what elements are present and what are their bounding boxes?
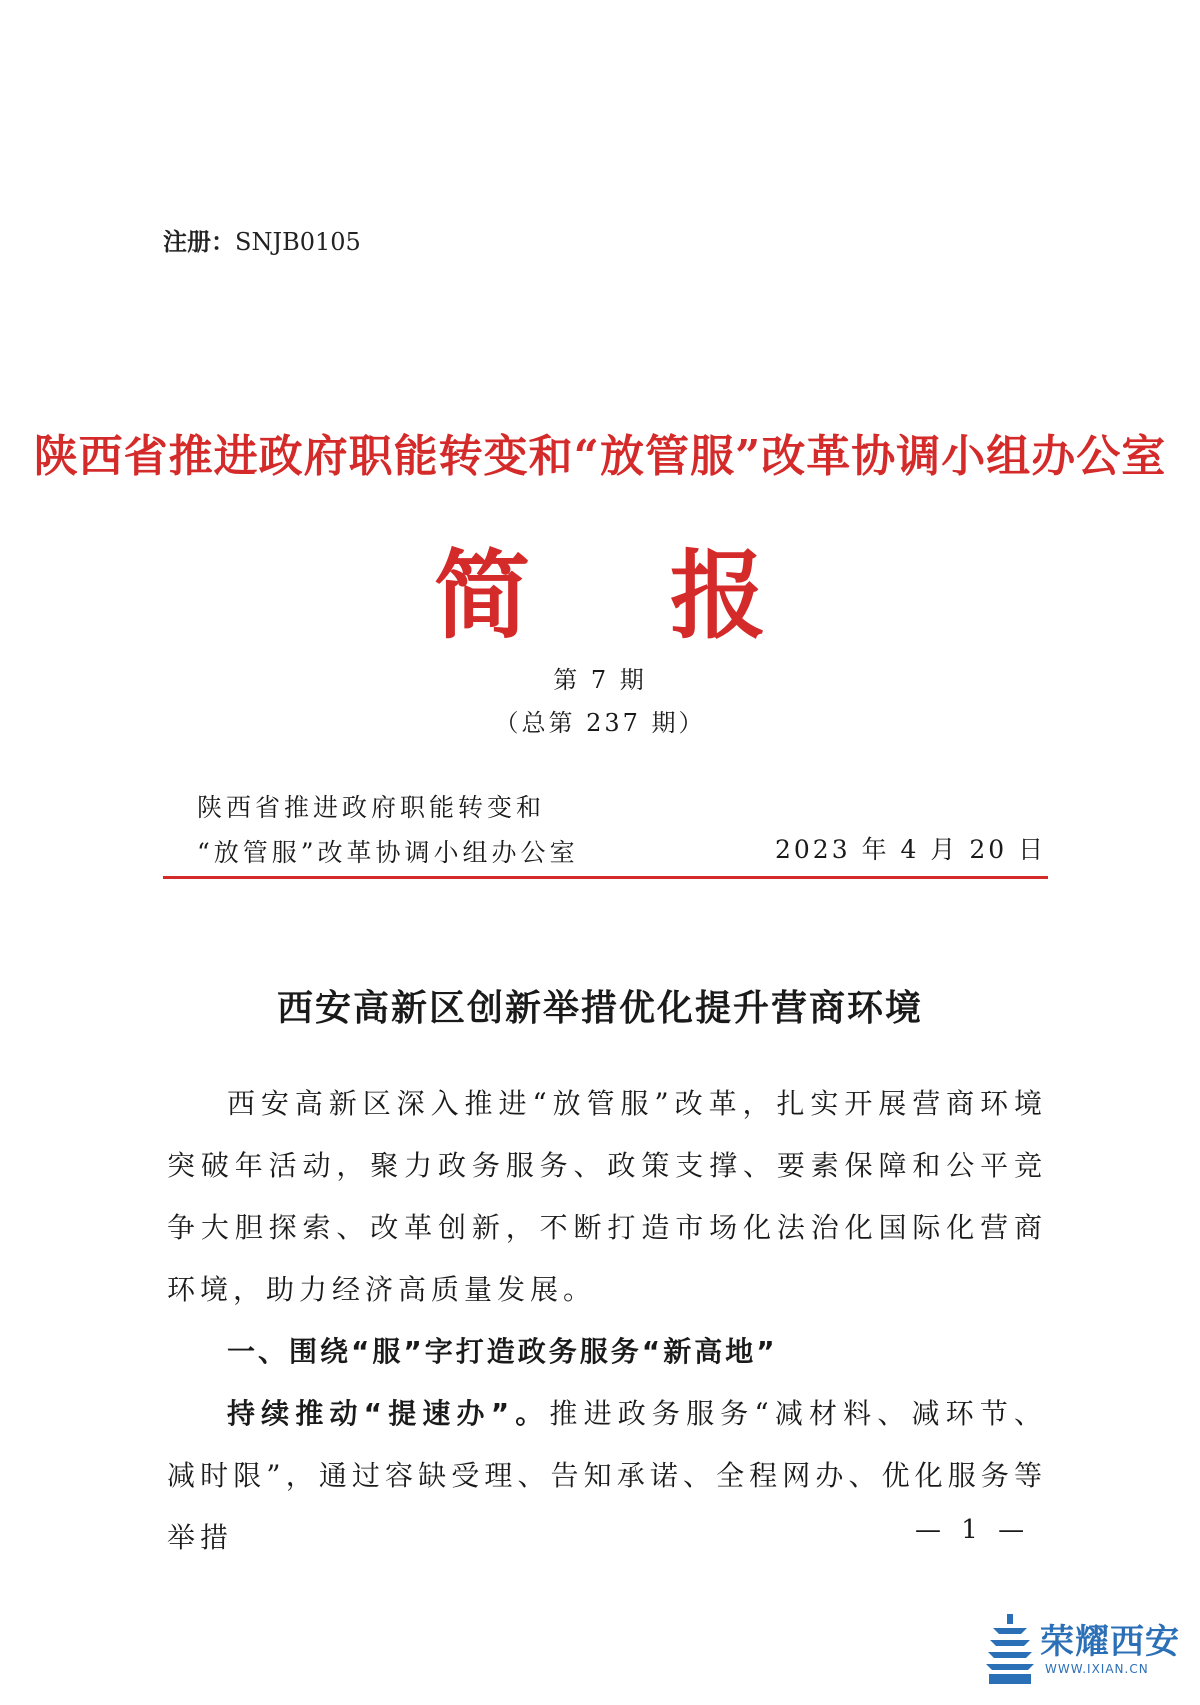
sender-block bbox=[197, 785, 579, 875]
registration-line bbox=[163, 222, 361, 257]
sender-line-1: 陕西省推进政府职能转变和 bbox=[197, 793, 546, 822]
paragraph-2-lead: 持续推动“提速办”。 bbox=[227, 1397, 550, 1430]
tower-logo-icon bbox=[985, 1612, 1035, 1687]
issue-date: 2023 年 4 月 20 日 bbox=[775, 835, 1047, 864]
registration-label: 注册： bbox=[163, 228, 235, 256]
registration-code: SNJB0105 bbox=[235, 228, 361, 256]
paragraph-2-text: 推进政务服务“减材料、减环节、减时限”，通过容缺受理、告知承诺、全程网办、优化服务等举措 bbox=[167, 1397, 1047, 1554]
page-number: — 1 — bbox=[915, 1515, 1031, 1545]
sender-line-2: “放管服”改革协调小组办公室 bbox=[197, 838, 579, 867]
article-title: 西安高新区创新举措优化提升营商环境 bbox=[276, 987, 923, 1029]
issue-total: （总第 237 期） bbox=[494, 709, 706, 737]
watermark-name: 荣耀西安 bbox=[1040, 1622, 1180, 1662]
bulletin-title: 简报 bbox=[434, 539, 906, 652]
red-divider bbox=[163, 876, 1048, 879]
issuer-header: 陕西省推进政府职能转变和“放管服”改革协调小组办公室 bbox=[33, 431, 1167, 482]
article-body bbox=[167, 1073, 1047, 1569]
watermark-url: WWW.IXIAN.CN bbox=[1045, 1662, 1149, 1676]
site-watermark bbox=[985, 1612, 1185, 1692]
section-heading-1: 一、围绕“服”字打造政务服务“新高地” bbox=[227, 1335, 778, 1368]
paragraph-1: 西安高新区深入推进“放管服”改革，扎实开展营商环境突破年活动，聚力政务服务、政策支撑、要素保障和公平竞争大胆探索、改革创新，不断打造市场化法治化国际化营商环境，助力经济高质量发展。 bbox=[167, 1087, 1047, 1306]
issue-number: 第 7 期 bbox=[553, 666, 647, 694]
